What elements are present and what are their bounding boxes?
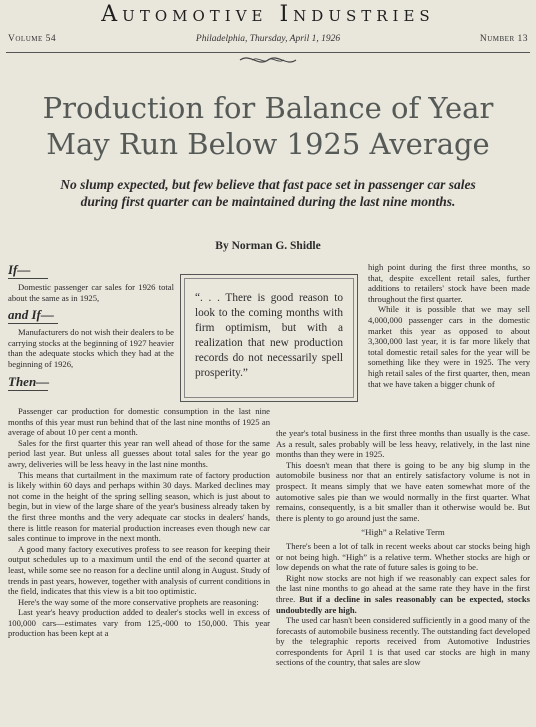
andif-heading: and If— <box>8 307 54 323</box>
right-paragraph-5: There's been a lot of talk in recent weeks about car stocks being high or not being high. “High” is a relative term. Whether stocks are high or low depends on what the rate of future sales is going to be. <box>276 540 530 573</box>
andif-text: Manufacturers do not wish their dealers to be carrying stocks at the beginning of 1927 heavier than the adequate stocks which they had at the beginning of 1926, <box>8 327 174 369</box>
stocks-text: Right now stocks are not high if we reasonably can expect sales for the last nine months to go ahead at the same rate they have in the first three. <box>276 572 530 604</box>
left-paragraph-4: Here's the way some of the more conservative prophets are reasoning: <box>18 596 259 607</box>
issue-line <box>8 34 528 48</box>
if-rule <box>8 278 48 279</box>
if-text: Domestic passenger car sales for 1926 total about the same as in 1925, <box>8 282 174 303</box>
then-heading: Then— <box>8 373 50 389</box>
article-byline: By Norman G. Shidle <box>215 240 321 252</box>
then-text: Passenger car production for domestic consumption in the last nine months of this year must run behind that of the last nine months of 1925 an average of about 10 per cent a month. <box>8 406 270 438</box>
section-heading: “High” a Relative Term <box>361 527 445 538</box>
left-column-body <box>8 406 270 639</box>
right-paragraph-1: high point during the first three months, so that, despite excellent retail sales, further additions to retailers' stock have been made throughout the first quarter. <box>368 262 530 304</box>
article-headline: Production for Balance of Year May Run Below 1925 Average <box>42 91 494 161</box>
volume-label: Volume 54 <box>8 34 57 44</box>
pull-quote-box <box>180 274 358 402</box>
left-paragraph-1: Sales for the first quarter this year ran well ahead of those for the same period last year. But unless all guesses about total sales for the year go awry, deliveries will be less heavy in the last nine months. <box>8 437 270 469</box>
right-paragraph-6 <box>276 573 530 615</box>
article-deck: No slump expected, but few believe that fast pace set in passenger car sales during first quarter can be maintained during the last nine months. <box>60 177 476 209</box>
left-column <box>8 262 174 394</box>
stocks-emphasis: But if a decline in sales reasonably can be expected, stocks undoubtedly are high. <box>276 593 530 615</box>
right-paragraph-2: While it is possible that we may sell 4,000,000 passenger cars in the domestic market this year as opposed to about 3,300,000 last year, it is far more likely that total domestic retail sales for the year will be something like they were in 1925. The very high retail sales of the first quarter, then, mean that we have taken a bigger chunk of <box>368 304 530 389</box>
andif-rule <box>8 323 58 324</box>
pull-quote: “. . . There is good reason to look to the coming months with firm optimism, but with a realization that new production records do not necessarily spell prosperity.” <box>184 278 354 398</box>
right-paragraph-4: This doesn't mean that there is going to be any big slump in the automobile business nor that an entirely satisfactory volume is not in prospect. It means simply that we have eaten somewhat more of the automotive sales pie than we would normally in the first quarter. What remains, consequently, is a bit smaller than it otherwise would be. But there is plenty to go around just the same. <box>276 459 530 523</box>
left-paragraph-2: This means that curtailment in the maximum rate of factory production is likely within 60 days and perhaps within 30 days. Marked declines may not come in the height of the spring selling season, which is just about to begin, but in view of the large share of the year's business already taken by the first three months and the very adequate car stocks in dealers' hands, there is little reason for material production increases even though new car sales continue to improve in the next month. <box>8 469 270 544</box>
right-paragraph-3: the year's total business in the first three months than usually is the case. As a result, sales probably will be less heavy, relatively, in the last nine months than they were in 1925. <box>276 428 530 460</box>
right-paragraph-7: The used car hasn't been considered sufficiently in a good many of the forecasts of automobile business recently. The outstanding fact developed by the telegraphic reports received from Automotive Industries correspondents for April 1 is that used car stocks are high in many sections of the country, that sales are slow <box>276 615 530 668</box>
dateline: Philadelphia, Thursday, April 1, 1926 <box>195 34 341 44</box>
ornament-divider <box>0 53 536 72</box>
issue-number: Number 13 <box>479 34 528 44</box>
if-heading: If— <box>8 262 31 277</box>
right-column <box>368 262 530 389</box>
then-rule <box>8 390 48 391</box>
right-column-body <box>276 428 530 668</box>
left-paragraph-5: Last year's heavy production added to dealer's stocks well in excess of 100,000 cars—estimates vary from 125,-000 to 150,000. This year production has been kept at a <box>8 607 270 639</box>
masthead-title: Automotive Industries <box>101 2 435 27</box>
left-paragraph-3: A good many factory executives profess to see reason for keeping their output schedules up to a maximum until the end of the second quarter at least, while some see no reason for a decline until along in August. Study of trends in past years, however, together with analysis of current conditions in the field, indicates that this view is a bit too optimistic. <box>8 543 270 597</box>
